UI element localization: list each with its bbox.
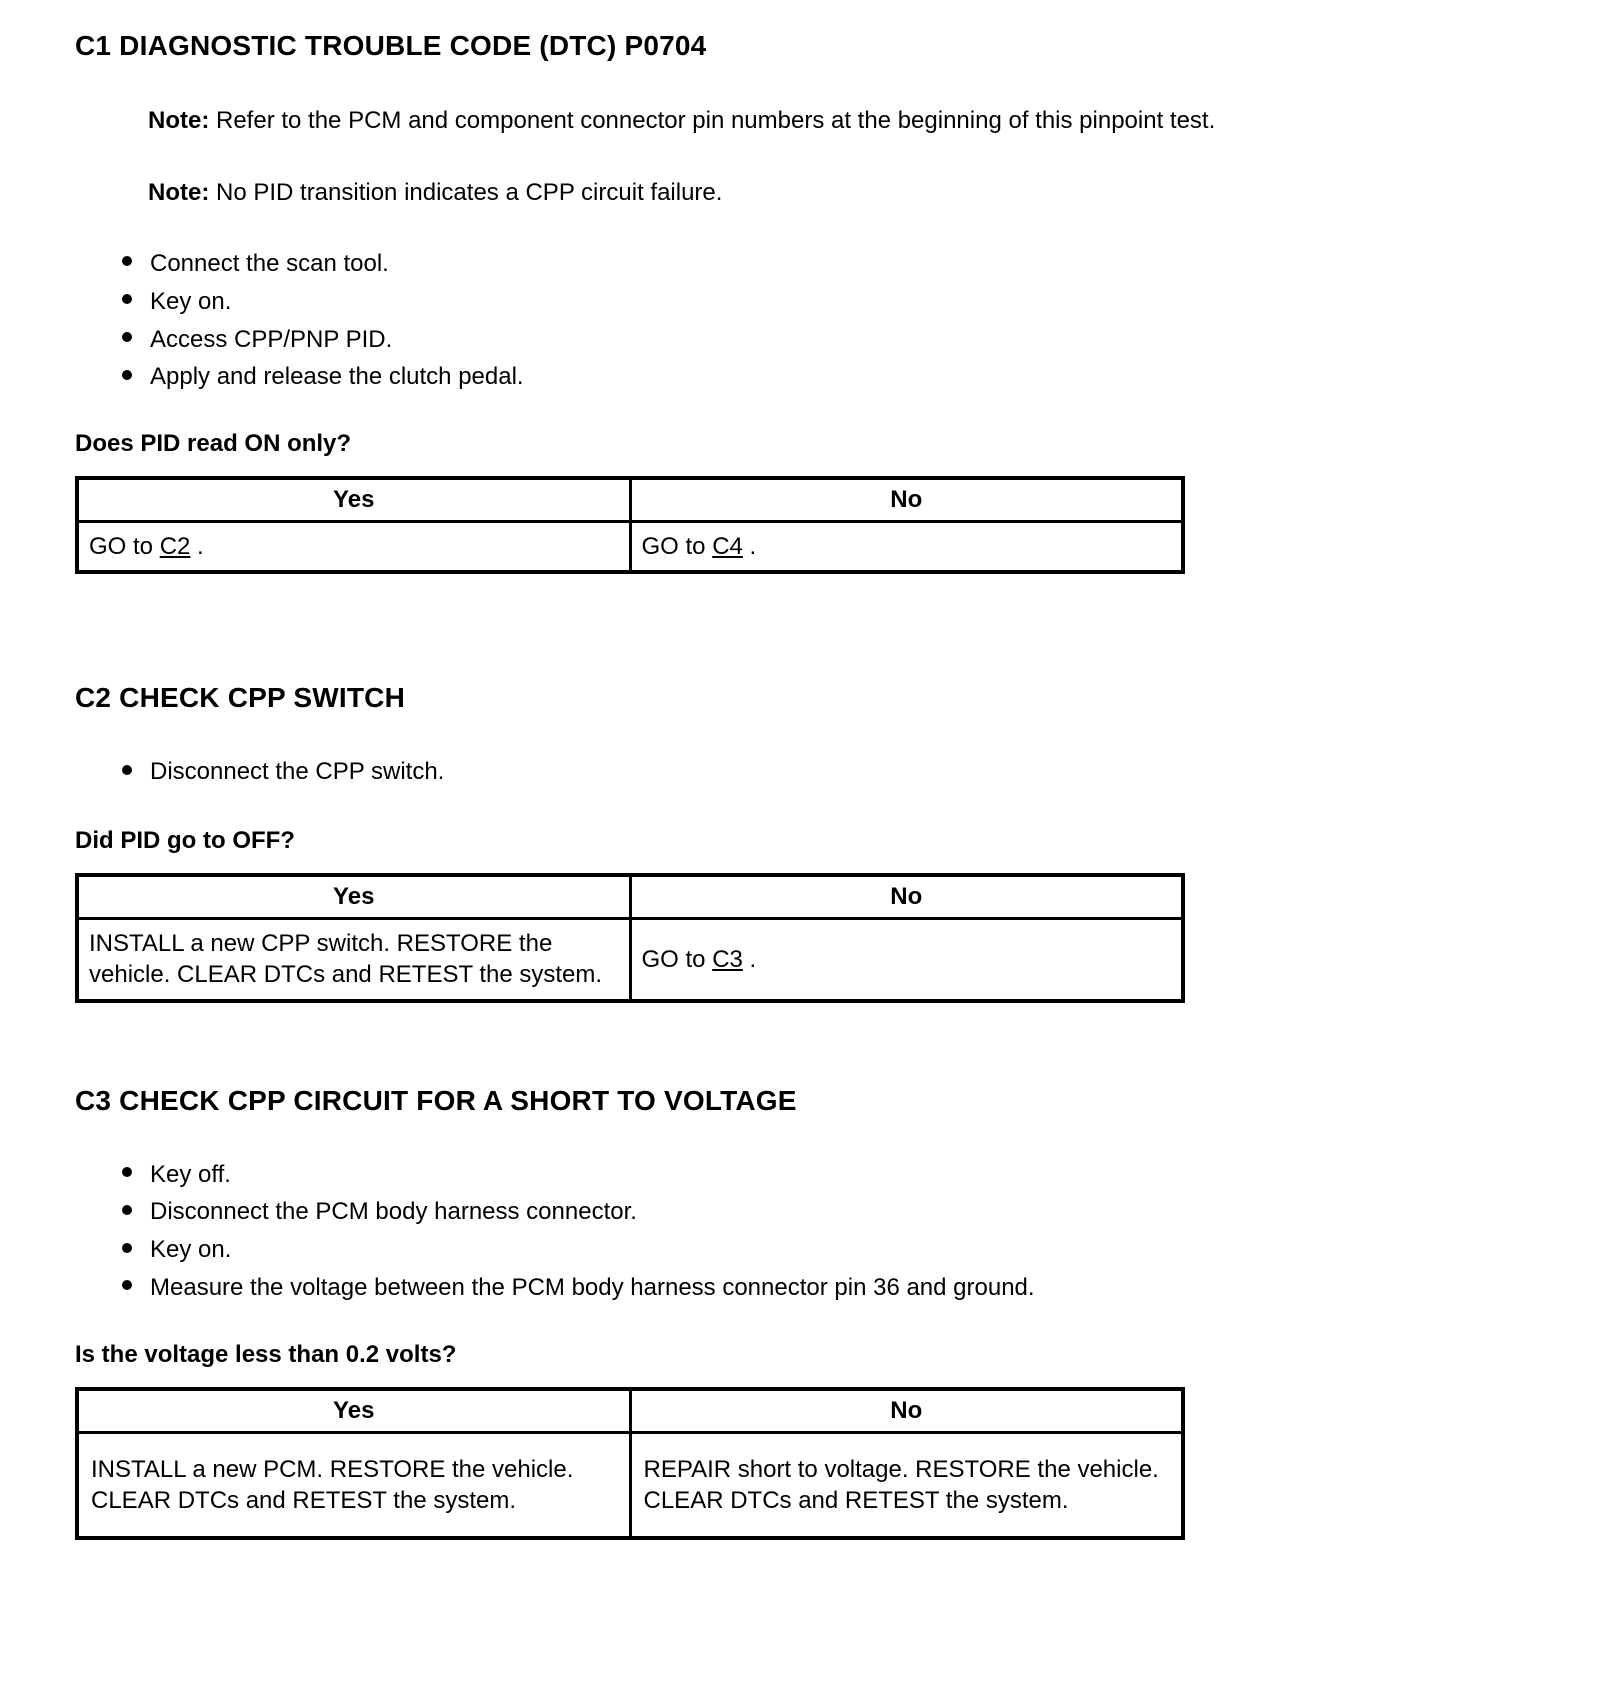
list-item xyxy=(75,250,1600,279)
header-yes: Yes xyxy=(77,875,630,919)
no-cell: REPAIR short to voltage. RESTORE the vehicle. CLEAR DTCs and RETEST the system. xyxy=(630,1432,1183,1538)
yes-cell: INSTALL a new CPP switch. RESTORE the vehicle. CLEAR DTCs and RETEST the system. xyxy=(77,919,630,1001)
note-label: Note: xyxy=(148,179,210,206)
bullet-text: Key on. xyxy=(150,287,232,315)
bullet-icon xyxy=(122,1205,132,1215)
header-no: No xyxy=(630,478,1183,522)
table-header-row xyxy=(77,1389,1183,1433)
bullet-text: Measure the voltage between the PCM body harness connector pin 36 and ground. xyxy=(150,1273,1035,1301)
note-text: Refer to the PCM and component connector pin numbers at the beginning of this pinpoint test. xyxy=(209,107,1216,134)
bullet-icon xyxy=(122,1167,132,1177)
decision-table-c1 xyxy=(75,476,1185,574)
list-item xyxy=(75,758,1600,787)
cell-text: GO to xyxy=(89,533,160,561)
note-label: Note: xyxy=(148,107,210,134)
bullet-text: Apply and release the clutch pedal. xyxy=(150,363,524,391)
list-item xyxy=(75,326,1600,355)
section-c3-question: Is the voltage less than 0.2 volts? xyxy=(75,1340,457,1368)
list-item xyxy=(75,363,1600,392)
cell-text: . xyxy=(742,945,757,973)
header-yes: Yes xyxy=(77,478,630,522)
header-no: No xyxy=(630,1389,1183,1433)
bullet-text: Key off. xyxy=(150,1160,231,1188)
note-pid-transition xyxy=(148,178,1398,208)
section-c2-question: Did PID go to OFF? xyxy=(75,827,295,855)
bullet-icon xyxy=(122,765,132,775)
section-c3-steps xyxy=(75,1161,1600,1303)
header-no: No xyxy=(630,875,1183,919)
table-row xyxy=(77,1432,1183,1538)
table-header-row xyxy=(77,478,1183,522)
section-c1-steps xyxy=(75,250,1600,392)
cell-text: . xyxy=(190,533,204,561)
bullet-icon xyxy=(122,1243,132,1253)
no-cell xyxy=(630,919,1183,1001)
link-c3[interactable]: C3 xyxy=(712,945,743,973)
list-item xyxy=(75,1274,1600,1303)
section-c2-steps xyxy=(75,758,1600,787)
table-row xyxy=(77,522,1183,573)
bullet-icon xyxy=(122,1280,132,1290)
yes-cell xyxy=(77,522,630,573)
section-c2-heading: C2 CHECK CPP SWITCH xyxy=(75,682,405,714)
decision-table-c3 xyxy=(75,1387,1185,1540)
bullet-text: Disconnect the PCM body harness connector. xyxy=(150,1198,637,1226)
table-row xyxy=(77,919,1183,1001)
cell-text: GO to xyxy=(641,533,713,561)
yes-cell: INSTALL a new PCM. RESTORE the vehicle. CLEAR DTCs and RETEST the system. xyxy=(77,1432,630,1538)
section-c2 xyxy=(75,682,1600,1002)
spacer xyxy=(75,574,1600,682)
link-c4[interactable]: C4 xyxy=(712,533,743,561)
bullet-text: Key on. xyxy=(150,1236,232,1264)
cell-text: . xyxy=(742,533,757,561)
no-cell xyxy=(630,522,1183,573)
section-c1-heading: C1 DIAGNOSTIC TROUBLE CODE (DTC) P0704 xyxy=(75,30,707,61)
note-pcm-connector xyxy=(148,106,1398,136)
header-yes: Yes xyxy=(77,1389,630,1433)
section-c1 xyxy=(75,30,1600,574)
bullet-icon xyxy=(122,256,132,266)
list-item xyxy=(75,1236,1600,1265)
bullet-icon xyxy=(122,332,132,342)
list-item xyxy=(75,1198,1600,1227)
bullet-icon xyxy=(122,370,132,380)
list-item xyxy=(75,288,1600,317)
bullet-text: Access CPP/PNP PID. xyxy=(150,325,393,353)
cell-text: GO to xyxy=(641,945,713,973)
decision-table-c2 xyxy=(75,873,1185,1002)
bullet-icon xyxy=(122,294,132,304)
link-c2[interactable]: C2 xyxy=(159,533,191,561)
section-c3-heading: C3 CHECK CPP CIRCUIT FOR A SHORT TO VOLTAGE xyxy=(75,1084,797,1116)
bullet-text: Disconnect the CPP switch. xyxy=(150,758,445,786)
table-header-row xyxy=(77,875,1183,919)
spacer xyxy=(75,1003,1600,1085)
bullet-text: Connect the scan tool. xyxy=(150,250,389,277)
note-text: No PID transition indicates a CPP circuit failure. xyxy=(209,179,723,206)
section-c1-question: Does PID read ON only? xyxy=(75,430,352,458)
section-c3 xyxy=(75,1085,1600,1541)
list-item xyxy=(75,1161,1600,1190)
